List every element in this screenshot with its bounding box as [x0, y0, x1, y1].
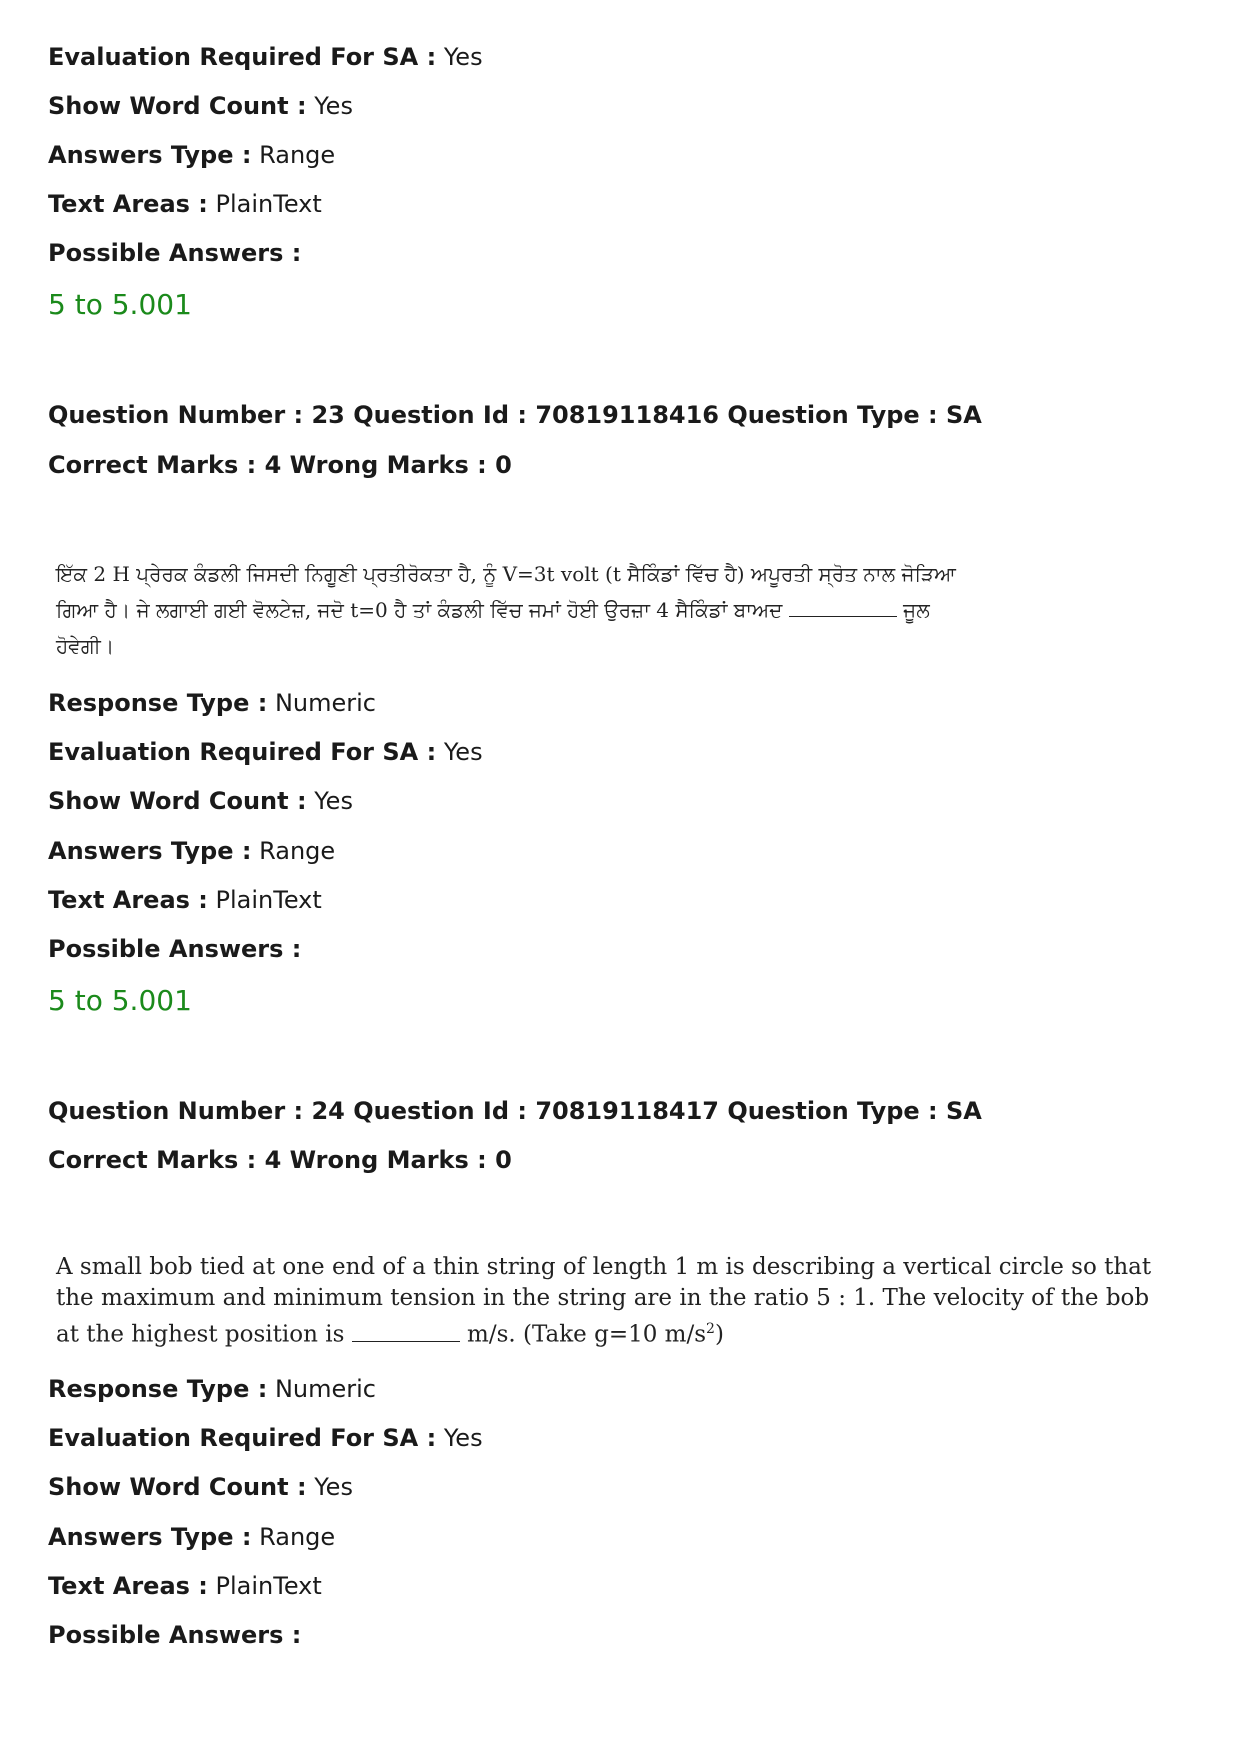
q23-possible-answers: [48, 934, 301, 964]
answer-blank: [352, 1323, 460, 1342]
field-value: Range: [259, 1523, 336, 1551]
field-value: PlainText: [215, 1572, 322, 1600]
prev-answer: 5 to 5.001: [48, 288, 192, 321]
q24-header: Question Number : 24 Question Id : 70819118417 Question Type : SA: [48, 1097, 982, 1125]
field-value: Numeric: [274, 1375, 376, 1403]
field-value: Yes: [443, 43, 483, 71]
field-label: Response Type :: [48, 689, 268, 717]
q24-text-line: [56, 1314, 1151, 1351]
q23-answers-type: [48, 836, 335, 866]
field-label: Answers Type :: [48, 141, 252, 169]
field-value: PlainText: [215, 190, 322, 218]
q23-text-line: [56, 592, 956, 628]
q23-response-type: [48, 688, 376, 718]
field-value: Yes: [443, 1424, 483, 1452]
q24-superscript: 2: [706, 1321, 715, 1337]
prev-possible-answers: [48, 238, 301, 268]
field-label: Text Areas :: [48, 1572, 208, 1600]
field-label: Response Type :: [48, 1375, 268, 1403]
field-value: Yes: [314, 1473, 353, 1501]
field-label: Evaluation Required For SA :: [48, 43, 437, 71]
prev-eval-required: [48, 42, 483, 72]
field-label: Show Word Count :: [48, 1473, 307, 1501]
q24-text-areas: [48, 1571, 322, 1601]
prev-text-areas: [48, 189, 322, 219]
q23-question-text: [56, 556, 956, 664]
field-label: Answers Type :: [48, 1523, 252, 1551]
q24-text-line: the maximum and minimum tension in the string are in the ratio 5 : 1. The velocity of the bob: [56, 1285, 1150, 1311]
field-label: Show Word Count :: [48, 787, 307, 815]
q24-text-segment: m/s. (Take g=10 m/s: [467, 1321, 707, 1348]
field-label: Answers Type :: [48, 837, 252, 865]
q24-question-text: [56, 1252, 1151, 1351]
q23-text-line: ਹੋਵੇਗੀ।: [56, 634, 115, 658]
field-value: Range: [259, 837, 336, 865]
q23-text-line: ਇੱਕ 2 H ਪ੍ਰੇਰਕ ਕੰਡਲੀ ਜਿਸਦੀ ਨਿਗੂਣੀ ਪ੍ਰਤੀਰੋਕਤਾ ਹੈ, ਨੂੰ V=3t volt (t ਸੈਕਿੰਡਾਂ ਵਿੱਚ ਹੈ) ਅਪੂਰਤੀ ਸ੍ਰੋਤ ਨਾਲ ਜੋੜਿਆ: [56, 562, 956, 586]
q24-answers-type: [48, 1522, 335, 1552]
q23-text-segment: ਗਿਆ ਹੈ। ਜੇ ਲਗਾਈ ਗਈ ਵੋਲਟੇਜ਼, ਜਦੋ t=0 ਹੈ ਤਾਂ ਕੰਡਲੀ ਵਿੱਚ ਜਮਾਂ ਹੋਈ ਉਰਜ਼ਾ 4 ਸੈਕਿੰਡਾਂ ਬਾਅਦ: [56, 598, 783, 622]
field-value: Range: [259, 141, 336, 169]
answer-blank: [789, 598, 897, 617]
field-label: Possible Answers :: [48, 935, 302, 963]
q24-possible-answers: [48, 1620, 301, 1650]
prev-answers-type: [48, 140, 335, 170]
q24-eval-required: [48, 1423, 483, 1453]
q23-eval-required: [48, 737, 483, 767]
q24-text-segment: ): [714, 1321, 724, 1348]
q23-text-segment: ਜੂਲ: [903, 598, 930, 622]
q24-show-word-count: [48, 1472, 353, 1502]
field-label: Evaluation Required For SA :: [48, 738, 437, 766]
q24-marks: Correct Marks : 4 Wrong Marks : 0: [48, 1146, 512, 1174]
field-label: Evaluation Required For SA :: [48, 1424, 437, 1452]
q24-text-segment: at the highest position is: [56, 1321, 345, 1348]
q23-marks: Correct Marks : 4 Wrong Marks : 0: [48, 451, 512, 479]
field-label: Text Areas :: [48, 886, 208, 914]
q24-response-type: [48, 1374, 376, 1404]
q23-text-areas: [48, 885, 322, 915]
field-label: Show Word Count :: [48, 92, 307, 120]
field-value: Yes: [443, 738, 483, 766]
field-value: Yes: [314, 787, 353, 815]
prev-show-word-count: [48, 91, 353, 121]
q23-answer: 5 to 5.001: [48, 984, 192, 1017]
field-value: Numeric: [274, 689, 376, 717]
field-value: Yes: [314, 92, 353, 120]
field-label: Possible Answers :: [48, 1621, 302, 1649]
q24-text-line: A small bob tied at one end of a thin string of length 1 m is describing a vertical circle so that: [56, 1254, 1152, 1280]
field-value: PlainText: [215, 886, 322, 914]
q23-show-word-count: [48, 786, 353, 816]
q23-header: Question Number : 23 Question Id : 70819118416 Question Type : SA: [48, 401, 982, 429]
field-label: Possible Answers :: [48, 239, 302, 267]
field-label: Text Areas :: [48, 190, 208, 218]
